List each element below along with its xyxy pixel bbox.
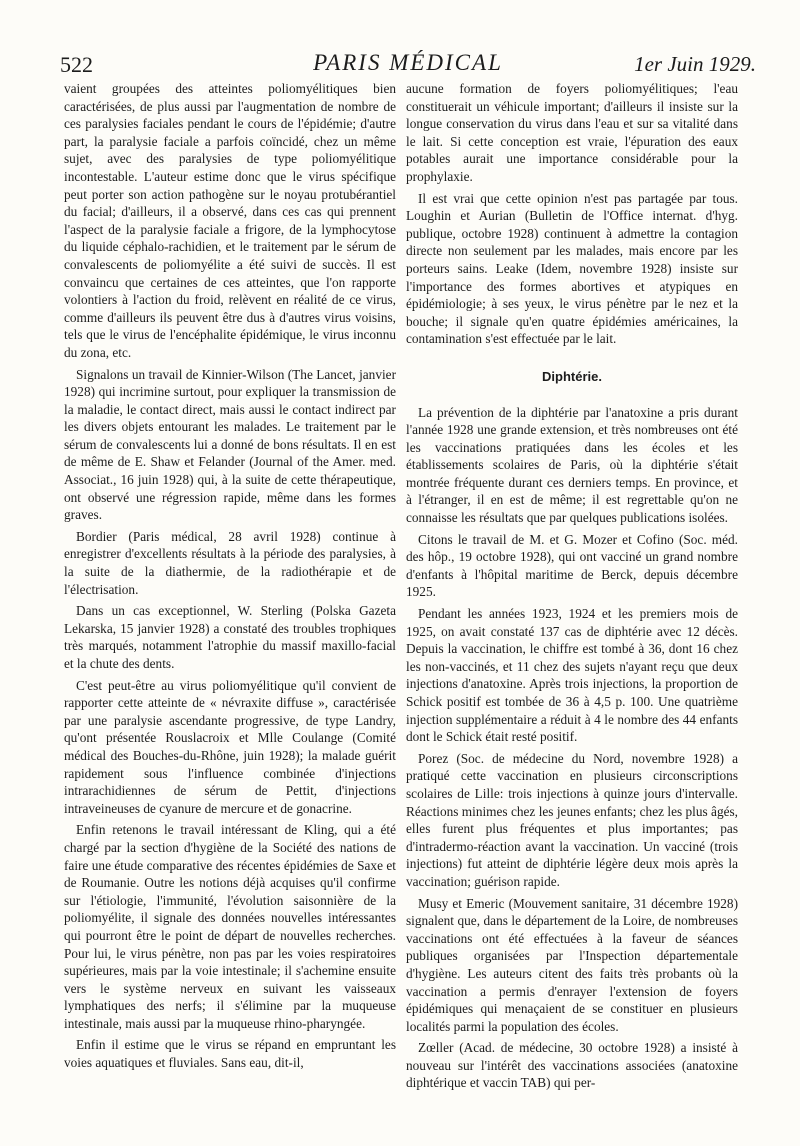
paragraph: Porez (Soc. de médecine du Nord, novembre 1928) a pratiqué cette vaccination en plusieurs circonscriptions scolaires de Lille: trois injections à quinze jours d'intervalle. Réactions minimes chez les jeunes enfants; chez les plus âgés, elles furent plus fréquentes et plus importantes; pas d'intradermo-réaction avant la vaccination. Un vacciné (trois injections) fut atteint de diphtérie légère deux mois après la vaccination; guérison rapide. bbox=[406, 750, 738, 889]
journal-title: PARIS MÉDICAL bbox=[313, 50, 503, 75]
paragraph: Enfin retenons le travail intéressant de Kling, qui a été chargé par la section d'hygiène de la Société des nations de faire une étude comparative des récentes épidémies de Saxe et de Roumanie. Outre les notions déjà acquises qu'il confirme sur l'étiologie, l'immunité, l'évolution saisonnière de la poliomyélite, il signale des données nouvelles intéressantes qui pourront être le point de départ de nouvelles recherches. Pour lui, le virus pénètre, non pas par les voies respiratoires supérieures, mais par la voie intestinale; il s'achemine ensuite vers le système nerveux en suivant les vaisseaux lymphatiques des nerfs; il s'élimine par la muqueuse intestinale, mais aussi par la muqueuse rhino-pharyngée. bbox=[64, 822, 396, 1031]
page-number: 522 bbox=[60, 52, 93, 77]
section-heading: Diphtérie. bbox=[542, 368, 602, 384]
paragraph: Dans un cas exceptionnel, W. Sterling (Polska Gazeta Lekarska, 15 janvier 1928) a constaté des troubles trophiques très marqués, notamment l'atrophie du massif maxillo-facial et la chute des dents. bbox=[64, 603, 396, 671]
paragraph: Citons le travail de M. et G. Mozer et Cofino (Soc. méd. des hôp., 19 octobre 1928), qui ont vacciné un grand nombre d'enfants à l'hôpital maritime de Berck, depuis décembre 1925. bbox=[406, 531, 738, 600]
paragraph: Musy et Emeric (Mouvement sanitaire, 31 décembre 1928) signalent que, dans le département de la Loire, de nombreuses vaccinations ont été effectuées à la faveur de séances publiques organisées par l'Inspection départementale d'hygiène. Les auteurs citent des faits très probants où la vaccination a permis d'enrayer l'extension de foyers épidémiques qui menaçaient de se constituer en plusieurs localités parmi la population des écoles. bbox=[406, 895, 738, 1034]
paragraph: La prévention de la diphtérie par l'anatoxine a pris durant l'année 1928 une grande extension, et très nombreuses ont été les vaccinations pratiquées dans les écoles et les établissements scolaires de Paris, où la diphtérie s'était montrée fréquente durant ces derniers temps. En province, et à l'étranger, il en est de même; il est regrettable qu'on ne connaisse les résultats que par quelques publications isolées. bbox=[406, 404, 738, 526]
page-header bbox=[60, 50, 756, 82]
issue-date: 1er Juin 1929. bbox=[634, 52, 756, 76]
right-column bbox=[406, 80, 738, 1096]
paragraph: C'est peut-être au virus poliomyélitique qu'il convient de rapporter cette atteinte de « névraxite diffuse », caractérisée par une paralysie ascendante progressive, de type Landry, qu'ont présentée Rouslacroix et Mlle Coulange (Comité médical des Bouches-du-Rhône, juin 1928); la malade guérit rapidement sous l'influence combinée d'injections intrarachidiennes de sérum de Pettit, d'injections intraveineuses de cyanure de mercure et de gonacrine. bbox=[64, 677, 396, 816]
paragraph: Enfin il estime que le virus se répand en empruntant les voies aquatiques et fluviales. Sans eau, dit-il, bbox=[64, 1037, 396, 1071]
paragraph: aucune formation de foyers poliomyélitiques; l'eau constituerait un véhicule important; d'ailleurs il insiste sur la longue conservation du virus dans l'eau et sur sa vitalité dans le lait. Si cette conception est vraie, l'épuration des eaux potables aurait une importance considérable pour la prophylaxie. bbox=[406, 81, 738, 184]
paragraph: Signalons un travail de Kinnier-Wilson (The Lancet, janvier 1928) qui incrimine surtout, pour expliquer la transmission de la maladie, le contact direct, mais aussi le contact indirect par les divers objets entourant les malades. Le traitement par le sérum de convalescents lui a donné de bons résultats. Il en est de même de E. Shaw et Felander (Journal of the Amer. med. Associat., 16 juin 1928) qui, à la suite de cette thérapeutique, ont observé une régression rapide, même dans les formes graves. bbox=[64, 366, 396, 523]
paragraph: vaient groupées des atteintes poliomyélitiques bien caractérisées, de plus aussi par l'augmentation de nombre de ces paralysies faciales pendant le cours de l'épidémie; d'autre part, la paralysie faciale a parfois coïncidé, chez un même sujet, avec des paralysies de type poliomyélitique incontestable. L'auteur estime donc que le virus spécifique peut porter son action pathogène sur le noyau protubérantiel du facial; d'ailleurs, il a observé, dans ces cas qui prennent l'aspect de la paralysie faciale a frigore, de la lymphocytose du liquide céphalo-rachidien, et le traitement par le sérum de convalescents de poliomyélite a été suivi de succès. Il est convaincu que certaines de ces atteintes, que l'on rapporte volontiers à l'action du froid, relèvent en réalité de ce virus, comme d'ailleurs ils peuvent être dus à d'autres virus voisins, tels que le virus de l'encéphalite épidémique, le virus inconnu du zona, etc. bbox=[64, 81, 396, 360]
paragraph: Zœller (Acad. de médecine, 30 octobre 1928) a insisté à nouveau sur l'intérêt des vaccinations associées (anatoxine diphtérique et vaccin TAB) qui per- bbox=[406, 1040, 738, 1091]
paragraph: Il est vrai que cette opinion n'est pas partagée par tous. Loughin et Aurian (Bulletin de l'Office internat. d'hyg. publique, octobre 1928) continuent à admettre la contagion directe non seulement par les malades, mais encore par les porteurs sains. Leake (Idem, novembre 1928) insiste sur l'importance des formes abortives et atypiques en épidémiologie; à ses yeux, le virus pénètre par le nez et la bouche; il signale qu'en quatre épidémies américaines, la contamination s'est effectuée par le lait. bbox=[406, 190, 738, 347]
left-column bbox=[64, 80, 396, 1076]
paragraph: Pendant les années 1923, 1924 et les premiers mois de 1925, on avait constaté 137 cas de diphtérie avec 12 décès. Depuis la vaccination, le chiffre est tombé à 36, dont 16 chez les non-vaccinés, et 11 chez des sujets n'ayant reçu que deux injections d'anatoxine. Après trois injections, la proportion de Schick positif est tombée de 36 à 4,5 p. 100. Une quatrième injection supplémentaire a réduit à 4 le nombre des 44 enfants dont le Schick était resté positif. bbox=[406, 606, 738, 745]
paragraph: Bordier (Paris médical, 28 avril 1928) continue à enregistrer d'excellents résultats à la période des paralysies, à la suite de la diathermie, de la radiothérapie et de l'électrisation. bbox=[64, 528, 396, 597]
